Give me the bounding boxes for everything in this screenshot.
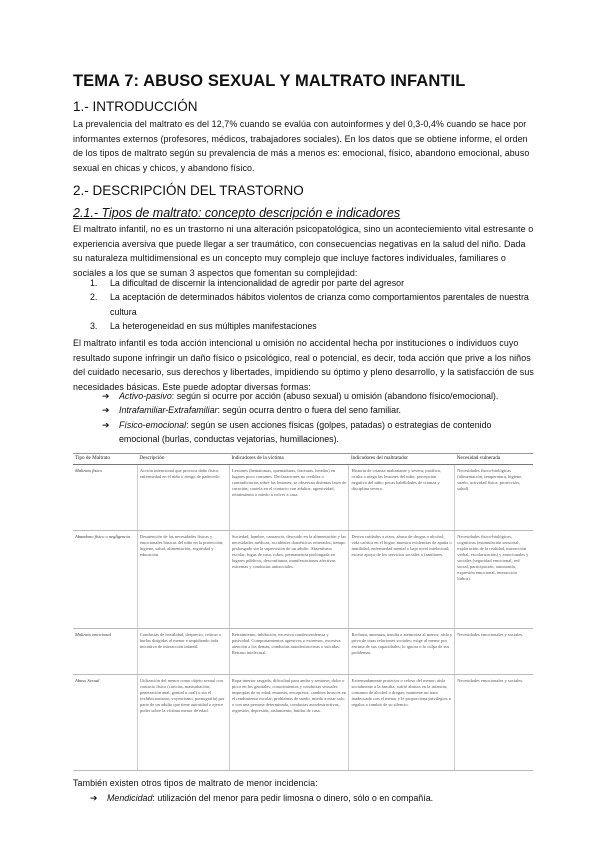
table-cell: Utilización del menor como objeto sexual con contacto físico (caricias, masturbación, penetración anal, genital u oral) o sin él (exhibicionismo, voyeurismo, pornografía) por parte de un adulto que tiene autoridad o ejerce poder sobre la víctima menor de edad. <box>137 675 229 771</box>
table-row <box>73 465 533 531</box>
table-cell: Maltrato físico <box>73 465 137 531</box>
arrow-icon: ➔ <box>102 419 110 430</box>
subsection-heading-tipos: 2.1.- Tipos de maltrato: concepto descripción e indicadores <box>73 206 401 220</box>
other-types-list <box>90 791 520 805</box>
table-header-row <box>73 454 533 465</box>
section-heading-introduccion: 1.- INTRODUCCIÓN <box>73 99 198 114</box>
list-item: 1. La dificultad de discernir la intencionalidad de agredir por parte del agresor <box>90 278 405 288</box>
list-item: 3. La heterogeneidad en sus múltiples manifestaciones <box>90 320 317 331</box>
table-header: Indicadores de la víctima <box>229 454 349 465</box>
table-cell: Retraimiento, inhibición, excesiva condescendencia y pasividad. Comportamientos agresivos o extremos, excesiva atención a los demás, conductas autodestructivas o suicidas. Retraso intelectual. <box>229 629 349 675</box>
table-cell: Desatención de las necesidades físicas y emocionales básicas del niño en la protección, higiene, salud, alimentación, seguridad y educación. <box>137 531 229 629</box>
section-heading-descripcion: 2.- DESCRIPCIÓN DEL TRASTORNO <box>73 183 304 198</box>
table-cell: Abuso Sexual <box>73 675 137 771</box>
table-cell: Necesidades emocionales y sociales. <box>455 675 533 771</box>
table-cell: Maltrato emocional <box>73 629 137 675</box>
list-item: ➔ Intrafamiliar-Extrafamiliar: según ocurra dentro o fuera del seno familiar. <box>102 403 532 417</box>
table-header: Indicadores del maltratador <box>349 454 455 465</box>
forms-list <box>102 389 532 446</box>
table-cell: Necesidades físico-biológicas (alimentación, temperatura, higiene, sueño, actividad física, protección, salud). <box>455 465 533 531</box>
table-cell: Extremadamente protector o celoso del menor; aísla socialmente a la familia; sufrió abusos en la infancia; consumo de alcohol o drogas; mantiene un trato inadecuado con el menor y le proporciona privilegios o regalos a cambio de su silencio. <box>349 675 455 771</box>
page-title: TEMA 7: ABUSO SEXUAL Y MALTRATO INFANTIL <box>73 72 466 90</box>
maltrato-definition-paragraph: El maltrato infantil, no es un trastorno ni una alteración psicopatológica, sino un aconteciemiento vital estresante o experiencia aversiva que puede llegar a ser traumático, con consecuencias negativas en la salud del niño. Dada su naturaleza multidimensional es un concepto muy complejo que incluye factores individuales, familiares o sociales a los que se suman 3 aspectos que fomentan su complejidad: <box>73 224 534 278</box>
maltrato-forms-paragraph: El maltrato infantil es toda acción intencional u omisión no accidental hecha por instituciones o individuos cuyo resultado supone infringir un daño físico o psicológico, real o potencial, es decir, toda acción que prive a los niños del cuidado necesario, sus derechos y libertades, impidiendo su óptimo y pleno desarrollo, y la satisfacción de sus necesidades básicas. Este puede adoptar diversas formas: <box>73 338 534 392</box>
closing-paragraph: También existen otros tipos de maltrato de menor incidencia: <box>73 778 318 788</box>
table-cell: Necesidades emocionales y sociales. <box>455 629 533 675</box>
table-row <box>73 531 533 629</box>
table-header: Tipo de Maltrato <box>73 454 137 465</box>
table-header: Descripción <box>137 454 229 465</box>
table-row <box>73 629 533 675</box>
arrow-icon: ➔ <box>90 793 98 803</box>
table-cell: Deriva cuidados a otros; abuso de drogas o alcohol; vida caótica en el hogar; muestra evidencias de apatía o inutilidad; enfermedad mental o bajo nivel intelectual; escaso apoyo de los servicios sociales o familiares. <box>349 531 455 629</box>
table-cell: Abandono físico o negligencia <box>73 531 137 629</box>
table-cell: Historia de crianza maltratante y severa; justifica, oculta o niega las lesiones del niño; percepción negativa del niño; pocas habilidades de crianza y disciplina severa. <box>349 465 455 531</box>
table-header: Necesidad vulnerada <box>455 454 533 465</box>
intro-paragraph: La prevalencia del maltrato es del 12,7% cuando se evalúa con autoinformes y del 0,3-0,4% cuando se hace por informantes externos (profesores, médicos, trabajadores sociales). En los datos que se obtiene informe, el orden de los tipos de maltrato según su prevalencia de más a menos es: emocional, físico, abandono emocional, abuso sexual en chicas y chicos, y abandono físico. <box>73 119 530 173</box>
list-item: ➔ Mendicidad: utilización del menor para pedir limosna o dinero, sólo o en compañía. <box>90 791 520 805</box>
table-row <box>73 675 533 771</box>
arrow-icon: ➔ <box>102 391 110 401</box>
table-cell: Acción intencional que provoca daño físico, enfermedad en el niño o riesgo de padecerlo <box>137 465 229 531</box>
table-cell: Suciedad, hambre, cansancio, descuido en la alimentación y las necesidades médicas; accidentes domésticos reiterados; tiempo prolongado sin la supervisión de un adulto. Absentismo escolar, fugas de casa, robos, permanencia prolongada en lugares públicos, desconfianza, manifestaciones afectivas extremas y conductas antisociales. <box>229 531 349 629</box>
arrow-icon: ➔ <box>102 405 110 416</box>
table-cell: Lesiones (hematomas, quemaduras, fracturas, heridas) en lugares poco comunes. Declaraciones no creíbles o contradictorias sobre las lesiones; se observan distintas fases de curación; cautela en el contacto con adultos; agresividad, retraimiento o miedo a volver a casa. <box>229 465 349 531</box>
complexity-aspects-list <box>90 276 530 333</box>
list-item: 2. La aceptación de determinados hábitos violentos de crianza como comportamientos parentales de nuestra cultura <box>90 292 529 317</box>
table-cell: Necesidades físico-biológicas, cognitivas (estimulación sensorial, exploración de la realidad, interacción verbal, escolarización) y emocionales y sociales (seguridad emocional, red social, participación, autonomía, expresión emocional, interacción lúdica). <box>455 531 533 629</box>
table-cell: Ropa interior rasgada, dificultad para andar y sentarse; dolor o picor en los genitales; conocimientos y conductas sexuales impropias de su edad; enuresis, encopresis, cambios bruscos en el rendimiento escolar, problemas de sueño, miedo a estar solo o con una persona determinada, conductas autodestructivas, regresión, depresión, aislamiento, huidas de casa. <box>229 675 349 771</box>
table-cell: Conductas de hostilidad, desprecio, críticas o burlas dirigidas al menor e impidiendo toda iniciativa de interacción infantil. <box>137 629 229 675</box>
list-item: ➔ Físico-emocional: según se usen acciones físicas (golpes, patadas) o estrategias de contenido emocional (burlas, conductas vejatorias, humillaciones). <box>102 419 492 444</box>
table-cell: Rechaza, amenaza, insulta o atemoriza al menor; aísla y priva de otras relaciones sociales; exige al menor por encima de sus capacidades; lo ignora o lo culpa de sus problemas. <box>349 629 455 675</box>
maltrato-types-table <box>73 453 533 776</box>
list-item: ➔ Activo-pasivo: según si ocurre por acción (abuso sexual) u omisión (abandono físico/emocional). <box>102 389 532 403</box>
